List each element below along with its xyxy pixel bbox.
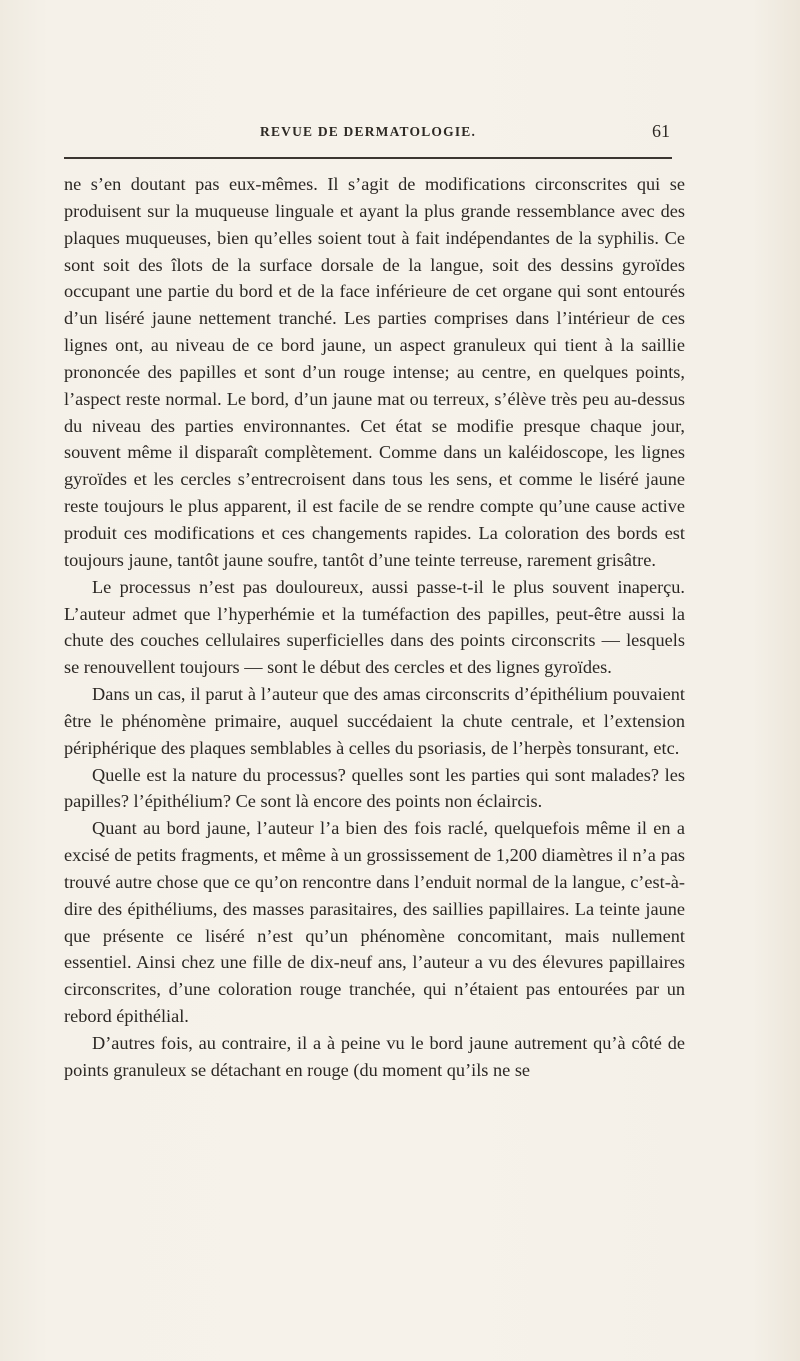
paragraph-continuation: ne s’en doutant pas eux-mêmes. Il s’agit de modifications circonscrites qui se produisent sur la muqueuse linguale et ayant la plus grande ressemblance avec des plaques muqueuses, bien qu’elles soient tout à fait indépendantes de la syphilis. Ce sont soit des îlots de la surface dorsale de la langue, soit des dessins gyroïdes occupant une partie du bord et de la face inférieure de cet organe qui sont entourés d’un liséré jaune nettement tranché. Les parties comprises dans l’intérieur de ces lignes ont, au niveau de ce bord jaune, un aspect granuleux qui tient à la saillie prononcée des papilles et sont d’un rouge intense; au centre, en quelques points, l’aspect reste normal. Le bord, d’un jaune mat ou terreux, s’élève très peu au-dessus du niveau des parties environnantes. Cet état se modifie presque chaque jour, souvent même il disparaît complètement. Comme dans un kaléidoscope, les lignes gyroïdes et les cercles s’entrecroisent dans tous les sens, et comme le liséré jaune reste toujours le plus apparent, il est facile de se rendre compte qu’une cause active produit ces modifications et ces changements rapides. La coloration des bords est toujours jaune, tantôt jaune soufre, tantôt d’une teinte terreuse, rarement grisâtre. bbox=[64, 174, 685, 570]
header-rule bbox=[64, 157, 672, 159]
page-number: 61 bbox=[652, 121, 670, 141]
body-text bbox=[64, 171, 685, 1084]
paragraph-nature: Quelle est la nature du processus? quelles sont les parties qui sont malades? les papilles? l’épithélium? Ce sont là encore des points non éclaircis. bbox=[64, 764, 685, 812]
paragraph-cas: Dans un cas, il parut à l’auteur que des amas circonscrits d’épithélium pouvaient être le phénomène primaire, auquel succédaient la chute centrale, et l’extension périphérique des plaques semblables à celles du psoriasis, de l’herpès tonsurant, etc. bbox=[64, 684, 685, 758]
paragraph-autres-fois: D’autres fois, au contraire, il a à peine vu le bord jaune autrement qu’à côté de points granuleux se détachant en rouge (du moment qu’ils ne se bbox=[64, 1033, 685, 1080]
running-title: REVUE DE DERMATOLOGIE. bbox=[260, 124, 477, 139]
paragraph-bord-jaune: Quant au bord jaune, l’auteur l’a bien des fois raclé, quelquefois même il en a excisé de petits fragments, et même à un grossissement de 1,200 diamètres il n’a pas trouvé autre chose que ce qu’on rencontre dans l’enduit normal de la langue, c’est-à-dire des épithéliums, des masses parasitaires, des saillies papillaires. La teinte jaune que présente ce liséré n’est qu’un phénomène concomitant, mais nullement essentiel. Ainsi chez une fille de dix-neuf ans, l’auteur a vu des élevures papillaires circonscrites, d’une coloration rouge tranchée, qui n’étaient pas entourées par un rebord épithélial. bbox=[64, 818, 685, 1027]
paragraph-processus: Le processus n’est pas douloureux, aussi passe-t-il le plus souvent inaperçu. L’auteur admet que l’hyperhémie et la tuméfaction des papilles, peut-être aussi la chute des couches cellulaires superficielles dans des points circonscrits — lesquels se renouvellent toujours — sont le début des cercles et des lignes gyroïdes. bbox=[64, 576, 685, 678]
running-head bbox=[64, 121, 672, 148]
